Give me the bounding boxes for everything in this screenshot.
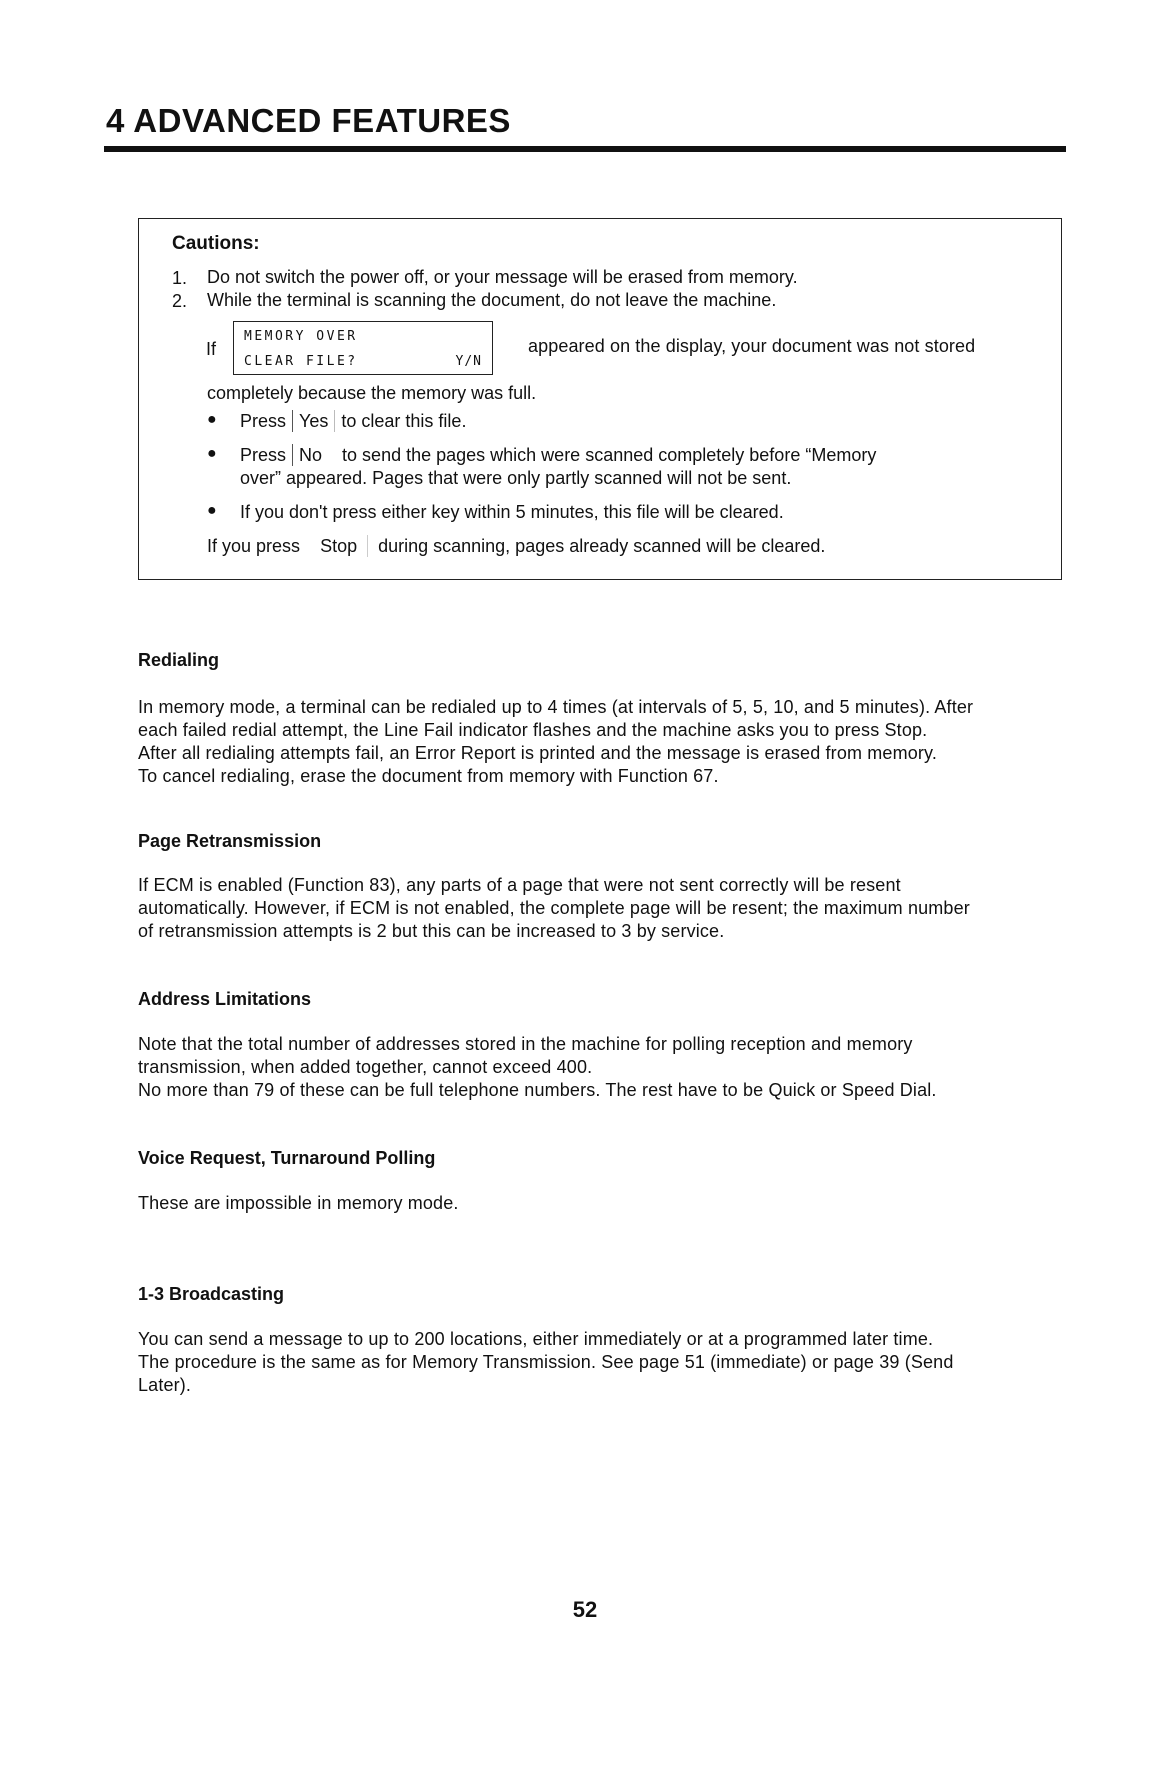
broadcasting-line: Later). xyxy=(138,1375,192,1395)
voice-request-heading: Voice Request, Turnaround Polling xyxy=(138,1148,436,1168)
address-line: No more than 79 of these can be full telephone numbers. The rest have to be Quick or Speed Dial. xyxy=(138,1080,937,1100)
broadcasting-line: The procedure is the same as for Memory Transmission. See page 51 (immediate) or page 39 (Send xyxy=(138,1352,954,1372)
redialing-line: To cancel redialing, erase the document from memory with Function 67. xyxy=(138,766,719,786)
caution-1-text: Do not switch the power off, or your message will be erased from memory. xyxy=(207,267,798,287)
stop-note-pre: If you press xyxy=(207,536,301,556)
retransmission-line: automatically. However, if ECM is not enabled, the complete page will be resent; the maximum number xyxy=(138,898,970,918)
retransmission-line: of retransmission attempts is 2 but this can be increased to 3 by service. xyxy=(138,921,725,941)
bullet-dot: ● xyxy=(207,411,217,428)
bullet-press-yes xyxy=(240,410,466,433)
cautions-heading: Cautions: xyxy=(172,233,260,254)
address-paragraph xyxy=(138,1033,1066,1102)
redialing-line: each failed redial attempt, the Line Fail indicator flashes and the machine asks you to press Stop. xyxy=(138,720,928,740)
caution-2-number: 2. xyxy=(172,291,188,311)
bullet-dot: ● xyxy=(207,502,217,519)
redialing-line: After all redialing attempts fail, an Error Report is printed and the message is erased from memory. xyxy=(138,743,938,763)
display-yes-no: Y/N xyxy=(455,354,482,369)
bullet-2-line2: over” appeared. Pages that were only partly scanned will not be sent. xyxy=(240,468,792,488)
voice-request-line: These are impossible in memory mode. xyxy=(138,1193,459,1213)
retransmission-heading: Page Retransmission xyxy=(138,831,322,851)
stop-note-rest: during scanning, pages already scanned will be cleared. xyxy=(378,536,826,556)
stop-note xyxy=(207,535,825,558)
bullet-2-press: Press xyxy=(240,445,287,465)
header-rule xyxy=(104,146,1066,152)
yes-key-label: Yes xyxy=(299,411,329,431)
bullet-1-press: Press xyxy=(240,411,287,431)
stop-key-label: Stop xyxy=(320,536,358,556)
appeared-text: appeared on the display, your document was not stored xyxy=(528,336,976,356)
display-line-1: MEMORY OVER xyxy=(244,329,358,344)
bullet-press-no xyxy=(240,444,1032,467)
display-line-2: CLEAR FILE? xyxy=(244,354,358,369)
bullet-3-text: If you don't press either key within 5 minutes, this file will be cleared. xyxy=(240,502,784,522)
no-key-label: No xyxy=(299,445,323,465)
retransmission-line: If ECM is enabled (Function 83), any parts of a page that were not sent correctly will be resent xyxy=(138,875,901,895)
redialing-line: In memory mode, a terminal can be redialed up to 4 times (at intervals of 5, 5, 10, and 5 minutes). After xyxy=(138,697,974,717)
chapter-title: 4 ADVANCED FEATURES xyxy=(106,102,511,139)
voice-request-paragraph xyxy=(138,1192,1066,1215)
address-line: transmission, when added together, cannot exceed 400. xyxy=(138,1057,593,1077)
redialing-paragraph xyxy=(138,696,1066,788)
caution-2-text: While the terminal is scanning the document, do not leave the machine. xyxy=(207,290,777,310)
broadcasting-paragraph xyxy=(138,1328,1066,1397)
memory-full-text: completely because the memory was full. xyxy=(207,383,537,403)
caution-1-number: 1. xyxy=(172,268,188,288)
bullet-dot: ● xyxy=(207,445,217,462)
bullet-1-rest: to clear this file. xyxy=(341,411,467,431)
page-number: 52 xyxy=(572,1597,598,1622)
retransmission-paragraph xyxy=(138,874,1066,943)
bullet-2-rest: to send the pages which were scanned completely before “Memory xyxy=(342,445,877,465)
lcd-display xyxy=(233,321,493,375)
broadcasting-line: You can send a message to up to 200 locations, either immediately or at a programmed later time. xyxy=(138,1329,934,1349)
address-heading: Address Limitations xyxy=(138,989,312,1009)
if-label: If xyxy=(206,339,217,359)
address-line: Note that the total number of addresses stored in the machine for polling reception and memory xyxy=(138,1034,913,1054)
redialing-heading: Redialing xyxy=(138,650,220,670)
broadcasting-heading: 1-3 Broadcasting xyxy=(138,1284,285,1304)
